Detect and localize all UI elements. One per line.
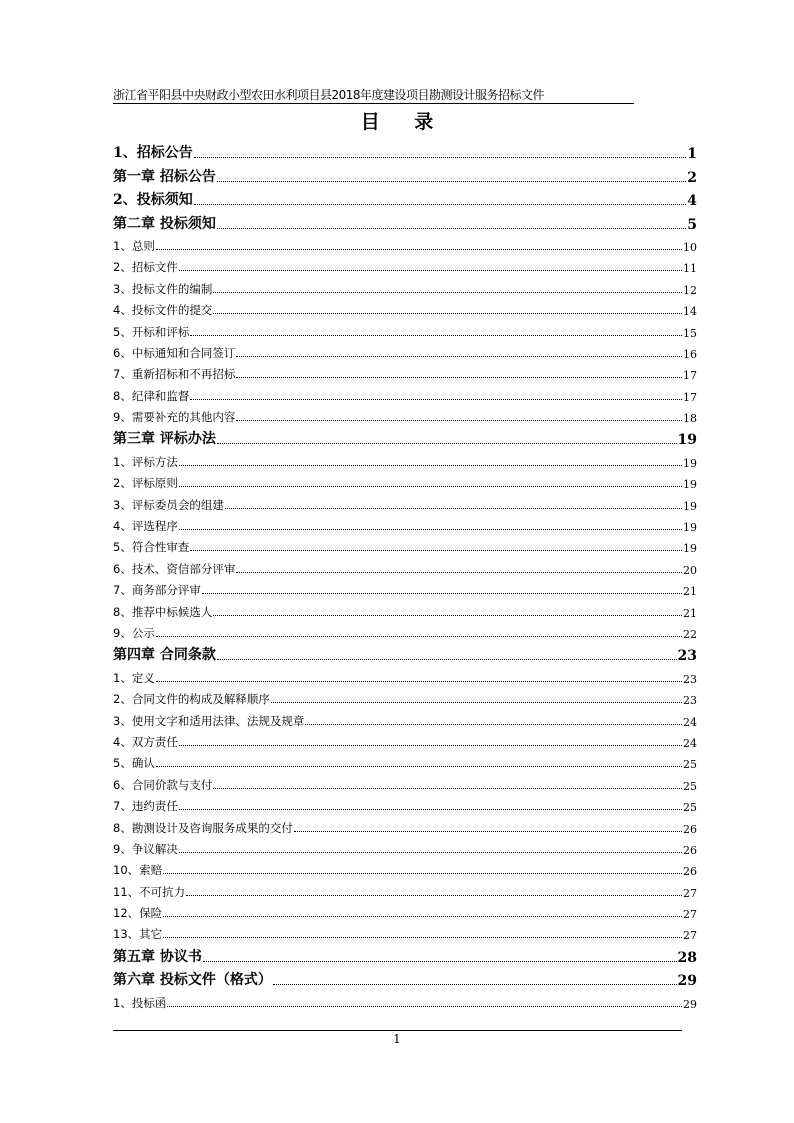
toc-entry-label: 7、违约责任 <box>113 799 178 814</box>
toc-entry-page: 23 <box>683 694 697 708</box>
toc-entry-label: 第二章 投标须知 <box>113 215 216 232</box>
toc-leader-dots <box>217 228 686 229</box>
toc-entry-label: 1、招标公告 <box>113 145 193 162</box>
toc-section-entry[interactable] <box>113 989 697 1010</box>
toc-entry-page: 23 <box>677 648 697 665</box>
toc-entry-label: 6、合同价款与支付 <box>113 777 213 792</box>
toc-entry-label: 3、投标文件的编制 <box>113 281 213 296</box>
toc-entry-label: 1、定义 <box>113 670 155 685</box>
page-number: 1 <box>393 1032 401 1046</box>
toc-leader-dots <box>179 465 682 466</box>
toc-chapter-entry[interactable] <box>113 641 697 664</box>
toc-entry-page: 24 <box>683 715 697 729</box>
toc-entry-label: 1、投标函 <box>113 995 167 1010</box>
toc-entry-page: 26 <box>683 843 697 857</box>
toc-entry-label: 4、投标文件的提交 <box>113 303 213 318</box>
toc-leader-dots <box>305 724 682 725</box>
toc-section-entry[interactable] <box>113 361 697 382</box>
toc-entry-label: 8、勘测设计及咨询服务成果的交付 <box>113 820 293 835</box>
toc-title: 目 录 <box>360 111 448 133</box>
toc-leader-dots <box>202 593 682 594</box>
toc-entry-page: 14 <box>683 305 697 319</box>
toc-leader-dots <box>236 356 682 357</box>
toc-section-entry[interactable] <box>113 793 697 814</box>
toc-entry-page: 25 <box>683 801 697 815</box>
toc-entry-page: 4 <box>687 193 697 210</box>
toc-leader-dots <box>190 550 682 551</box>
toc-section-entry[interactable] <box>113 448 697 469</box>
toc-leader-dots <box>179 852 682 853</box>
toc-entry-page: 25 <box>683 758 697 772</box>
toc-leader-dots <box>190 335 682 336</box>
toc-entry-label: 1、评标方法 <box>113 454 178 469</box>
toc-section-entry[interactable] <box>113 598 697 619</box>
toc-entry-page: 22 <box>683 627 697 641</box>
toc-section-entry[interactable] <box>113 836 697 857</box>
toc-section-entry[interactable] <box>113 534 697 555</box>
toc-leader-dots <box>217 181 686 182</box>
toc-section-entry[interactable] <box>113 707 697 728</box>
toc-entry-page: 21 <box>683 606 697 620</box>
toc-entry-label: 13、其它 <box>113 927 163 942</box>
toc-entry-label: 1、总则 <box>113 238 155 253</box>
toc-entry-label: 2、招标文件 <box>113 260 178 275</box>
toc-section-entry[interactable] <box>113 555 697 576</box>
toc-section-entry[interactable] <box>113 254 697 275</box>
toc-entry-page: 16 <box>683 347 697 361</box>
header-divider <box>113 103 634 104</box>
toc-entry-label: 6、中标通知和合同签订 <box>113 345 236 360</box>
toc-entry-page: 24 <box>683 736 697 750</box>
toc-leader-dots <box>156 681 682 682</box>
toc-section-entry[interactable] <box>113 921 697 942</box>
toc-entry-page: 26 <box>683 865 697 879</box>
toc-leader-dots <box>163 873 682 874</box>
toc-entry-page: 12 <box>683 283 697 297</box>
toc-entry-page: 11 <box>683 262 697 276</box>
toc-entry-page: 25 <box>683 779 697 793</box>
toc-chapter-entry[interactable] <box>113 425 697 448</box>
toc-entry-label: 第三章 评标办法 <box>113 431 216 448</box>
toc-entry-page: 19 <box>683 456 697 470</box>
toc-entry-label: 6、技术、资信部分评审 <box>113 561 236 576</box>
toc-entry-label: 10、索赔 <box>113 863 163 878</box>
toc-leader-dots <box>179 486 682 487</box>
toc-entry-label: 9、需要补充的其他内容 <box>113 410 236 425</box>
toc-chapter-entry[interactable] <box>113 162 697 185</box>
toc-entry-page: 26 <box>683 822 697 836</box>
toc-leader-dots <box>217 659 677 660</box>
toc-entry-page: 28 <box>677 949 697 966</box>
toc-entry-label: 4、双方责任 <box>113 734 178 749</box>
document-header: 浙江省平阳县中央财政小型农田水利项目县2018年度建设项目勘测设计服务招标文件 <box>113 88 545 102</box>
toc-entry-page: 15 <box>683 326 697 340</box>
toc-chapter-entry[interactable] <box>113 942 697 965</box>
toc-entry-page: 27 <box>683 886 697 900</box>
toc-entry-label: 7、重新招标和不再招标 <box>113 367 236 382</box>
toc-leader-dots <box>179 270 682 271</box>
toc-section-entry[interactable] <box>113 275 697 296</box>
toc-entry-page: 19 <box>683 478 697 492</box>
toc-entry-page: 19 <box>683 542 697 556</box>
toc-section-entry[interactable] <box>113 513 697 534</box>
toc-leader-dots <box>236 377 682 378</box>
toc-entry-label: 4、评选程序 <box>113 519 178 534</box>
toc-chapter-entry[interactable] <box>113 209 697 232</box>
toc-entry-page: 23 <box>683 672 697 686</box>
toc-section-entry[interactable] <box>113 771 697 792</box>
toc-entry-page: 21 <box>683 585 697 599</box>
toc-entry-label: 7、商务部分评审 <box>113 583 201 598</box>
toc-section-entry[interactable] <box>113 404 697 425</box>
footer-divider <box>113 1030 682 1031</box>
toc-section-entry[interactable] <box>113 857 697 878</box>
toc-entry-label: 5、确认 <box>113 756 155 771</box>
toc-leader-dots <box>179 745 682 746</box>
toc-entry-page: 19 <box>683 499 697 513</box>
toc-section-entry[interactable] <box>113 491 697 512</box>
toc-chapter-entry[interactable] <box>113 139 697 162</box>
toc-entry-label: 3、使用文字和适用法律、法规及规章 <box>113 713 305 728</box>
toc-section-entry[interactable] <box>113 878 697 899</box>
table-of-contents <box>113 139 697 1011</box>
toc-leader-dots <box>156 636 682 637</box>
toc-leader-dots <box>190 399 682 400</box>
toc-leader-dots <box>156 766 682 767</box>
toc-entry-label: 3、评标委员会的组建 <box>113 497 224 512</box>
toc-entry-label: 2、评标原则 <box>113 476 178 491</box>
toc-entry-label: 第六章 投标文件（格式） <box>113 972 272 989</box>
toc-leader-dots <box>156 249 682 250</box>
toc-section-entry[interactable] <box>113 340 697 361</box>
toc-section-entry[interactable] <box>113 297 697 318</box>
toc-entry-page: 20 <box>683 563 697 577</box>
toc-entry-page: 19 <box>683 521 697 535</box>
toc-entry-page: 29 <box>683 997 697 1011</box>
toc-section-entry[interactable] <box>113 470 697 491</box>
toc-entry-label: 第四章 合同条款 <box>113 647 216 664</box>
toc-leader-dots <box>213 788 682 789</box>
toc-section-entry[interactable] <box>113 814 697 835</box>
toc-leader-dots <box>271 702 682 703</box>
toc-chapter-entry[interactable] <box>113 186 697 209</box>
toc-entry-page: 27 <box>683 908 697 922</box>
toc-leader-dots <box>294 831 682 832</box>
toc-leader-dots <box>203 961 677 962</box>
toc-leader-dots <box>163 916 682 917</box>
toc-leader-dots <box>167 1006 682 1007</box>
toc-leader-dots <box>194 204 687 205</box>
toc-entry-page: 10 <box>683 240 697 254</box>
toc-entry-page: 29 <box>677 973 697 990</box>
toc-section-entry[interactable] <box>113 900 697 921</box>
toc-entry-page: 18 <box>683 412 697 426</box>
toc-section-entry[interactable] <box>113 686 697 707</box>
toc-leader-dots <box>194 157 687 158</box>
toc-entry-label: 第五章 协议书 <box>113 948 202 965</box>
toc-entry-label: 5、符合性审查 <box>113 540 190 555</box>
toc-section-entry[interactable] <box>113 750 697 771</box>
toc-entry-page: 1 <box>687 146 697 163</box>
toc-entry-page: 27 <box>683 929 697 943</box>
toc-leader-dots <box>217 443 677 444</box>
toc-entry-label: 第一章 招标公告 <box>113 168 216 185</box>
toc-section-entry[interactable] <box>113 318 697 339</box>
toc-leader-dots <box>179 529 682 530</box>
toc-leader-dots <box>236 572 682 573</box>
toc-leader-dots <box>213 615 682 616</box>
toc-leader-dots <box>213 313 682 314</box>
toc-entry-label: 8、推荐中标候选人 <box>113 604 213 619</box>
toc-section-entry[interactable] <box>113 729 697 750</box>
toc-leader-dots <box>273 984 677 985</box>
toc-entry-page: 19 <box>677 432 697 449</box>
toc-chapter-entry[interactable] <box>113 966 697 989</box>
toc-leader-dots <box>225 508 682 509</box>
toc-entry-label: 5、开标和评标 <box>113 324 190 339</box>
toc-entry-label: 9、公示 <box>113 625 155 640</box>
toc-entry-page: 17 <box>683 390 697 404</box>
toc-entry-page: 2 <box>687 169 697 186</box>
toc-section-entry[interactable] <box>113 577 697 598</box>
toc-entry-label: 9、争议解决 <box>113 841 178 856</box>
toc-leader-dots <box>236 420 682 421</box>
toc-leader-dots <box>213 292 682 293</box>
toc-leader-dots <box>186 895 682 896</box>
toc-entry-page: 17 <box>683 369 697 383</box>
toc-entry-label: 11、不可抗力 <box>113 884 186 899</box>
toc-section-entry[interactable] <box>113 664 697 685</box>
toc-section-entry[interactable] <box>113 620 697 641</box>
toc-entry-label: 2、合同文件的构成及解释顺序 <box>113 692 270 707</box>
toc-entry-page: 5 <box>687 216 697 233</box>
toc-entry-label: 12、保险 <box>113 906 163 921</box>
toc-entry-label: 8、纪律和监督 <box>113 388 190 403</box>
toc-entry-label: 2、投标须知 <box>113 192 193 209</box>
toc-section-entry[interactable] <box>113 233 697 254</box>
toc-section-entry[interactable] <box>113 382 697 403</box>
toc-leader-dots <box>163 937 682 938</box>
toc-leader-dots <box>179 809 682 810</box>
